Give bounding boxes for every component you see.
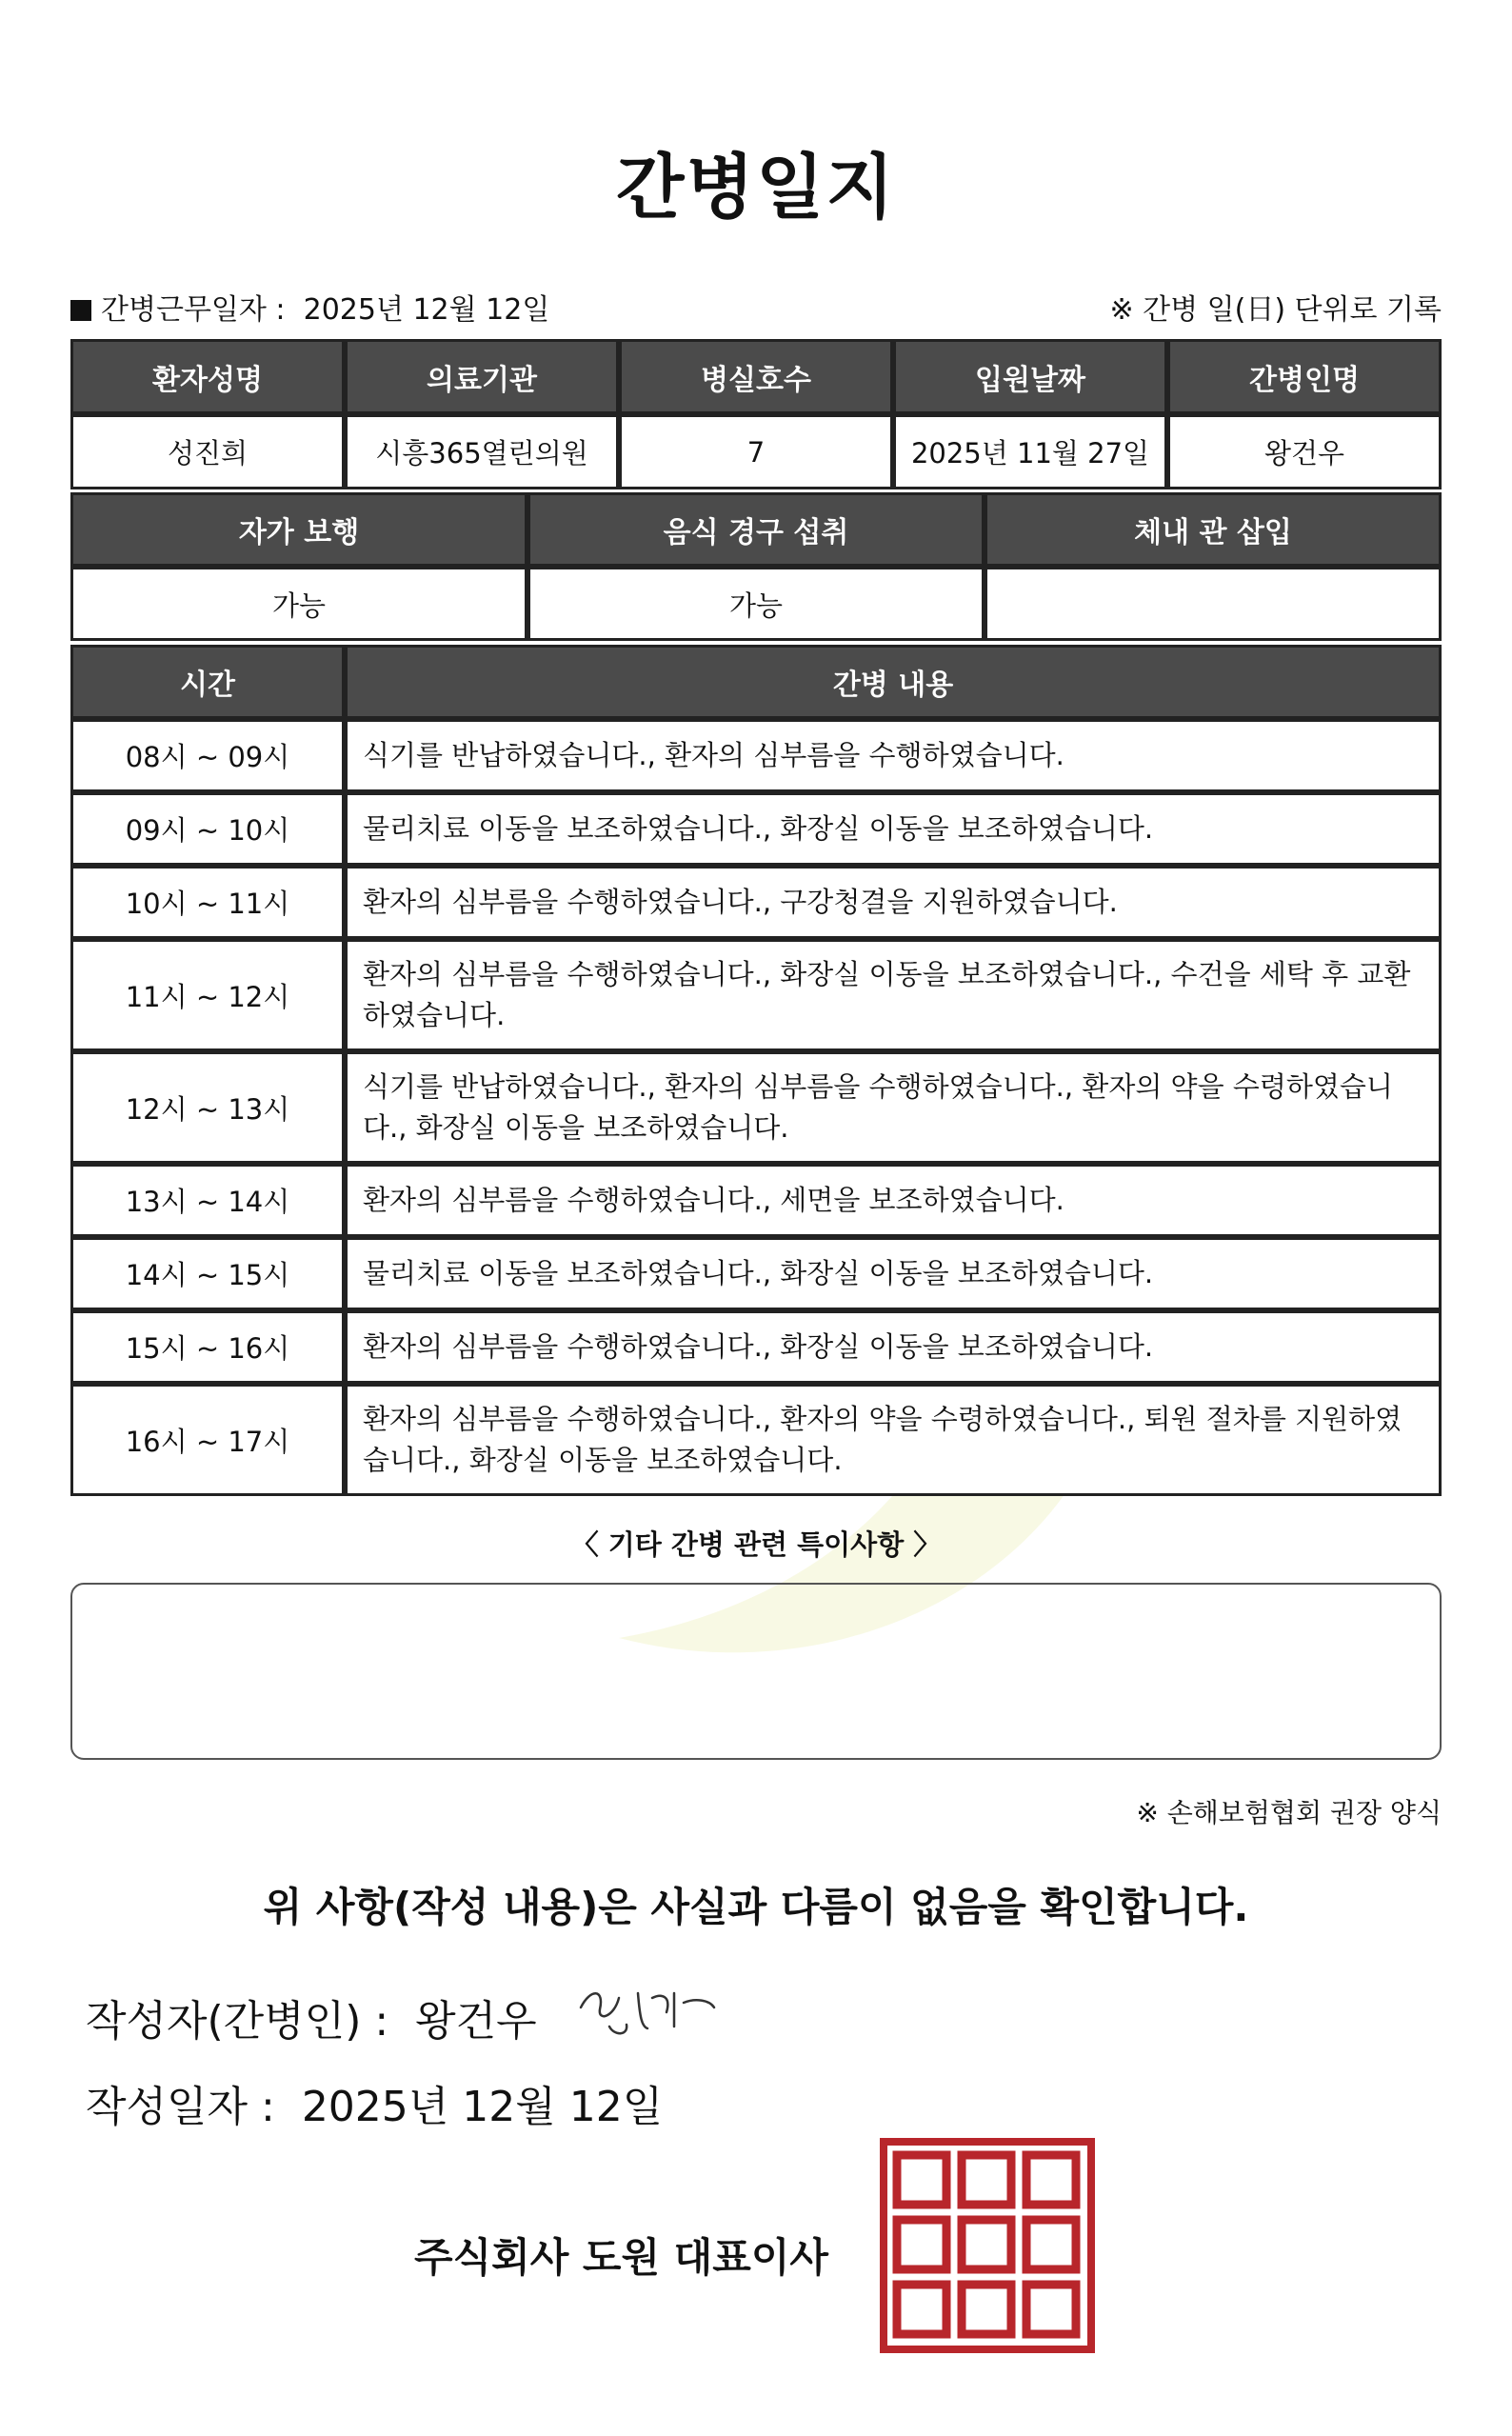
work-date	[70, 286, 549, 328]
work-date-label: 간병근무일자 :	[101, 293, 286, 327]
handwritten-signature	[571, 1969, 724, 2046]
meta-row	[70, 286, 1442, 327]
care-row-content: 물리치료 이동을 보조하였습니다., 화장실 이동을 보조하였습니다.	[345, 1237, 1442, 1310]
care-row-content: 환자의 심부름을 수행하였습니다., 화장실 이동을 보조하였습니다.	[345, 1310, 1442, 1384]
care-log-table	[70, 645, 1442, 1496]
header-tube-insertion: 체내 관 삽입	[985, 492, 1442, 567]
date-label: 작성일자 :	[86, 2083, 275, 2131]
special-notes-title: 〈 기타 간병 관련 특이사항 〉	[570, 1528, 942, 1561]
header-institution: 의료기관	[345, 339, 619, 414]
care-row-time: 12시 ~ 13시	[70, 1051, 345, 1164]
patient-info-table	[70, 339, 1442, 489]
company-signature-line: 주식회사 도원 대표이사	[414, 2234, 828, 2281]
care-row-content: 식기를 반납하였습니다., 환자의 심부름을 수행하였습니다.	[345, 719, 1442, 792]
square-bullet-icon	[70, 300, 91, 321]
header-self-walking: 자가 보행	[70, 492, 527, 567]
care-row-time: 16시 ~ 17시	[70, 1384, 345, 1496]
care-row-time: 09시 ~ 10시	[70, 792, 345, 866]
header-room-number: 병실호수	[619, 339, 893, 414]
care-row-time: 08시 ~ 09시	[70, 719, 345, 792]
work-date-value: 2025년 12월 12일	[303, 293, 550, 327]
header-time: 시간	[70, 645, 345, 719]
company-seal	[880, 2138, 1095, 2353]
care-row-time: 14시 ~ 15시	[70, 1237, 345, 1310]
header-care-content: 간병 내용	[345, 645, 1442, 719]
value-caregiver-name: 왕건우	[1167, 414, 1442, 489]
care-row-time: 10시 ~ 11시	[70, 866, 345, 939]
header-caregiver-name: 간병인명	[1167, 339, 1442, 414]
header-oral-intake: 음식 경구 섭취	[527, 492, 985, 567]
recommended-form-note: ※ 손해보험협회 권장 양식	[1136, 1797, 1442, 1828]
care-row-content: 환자의 심부름을 수행하였습니다., 세면을 보조하였습니다.	[345, 1164, 1442, 1237]
header-patient-name: 환자성명	[70, 339, 345, 414]
value-patient-name: 성진희	[70, 414, 345, 489]
care-row-content: 환자의 심부름을 수행하였습니다., 환자의 약을 수령하였습니다., 퇴원 절차를 지원하였습니다., 화장실 이동을 보조하였습니다.	[345, 1384, 1442, 1496]
header-admission-date: 입원날짜	[893, 339, 1167, 414]
value-admission-date: 2025년 11월 27일	[893, 414, 1167, 489]
adl-table	[70, 492, 1442, 641]
care-row-content: 환자의 심부름을 수행하였습니다., 구강청결을 지원하였습니다.	[345, 866, 1442, 939]
value-tube-insertion	[985, 567, 1442, 641]
value-institution: 시흥365열린의원	[345, 414, 619, 489]
writer-name: 왕건우	[415, 1997, 537, 2046]
value-self-walking: 가능	[70, 567, 527, 641]
writer-label: 작성자(간병인) :	[86, 1997, 389, 2046]
record-note: ※ 간병 일(日) 단위로 기록	[1109, 293, 1442, 327]
care-row-time: 11시 ~ 12시	[70, 939, 345, 1051]
page-title: 간병일지	[616, 147, 896, 229]
care-row-content: 식기를 반납하였습니다., 환자의 심부름을 수행하였습니다., 환자의 약을 수령하였습니다., 화장실 이동을 보조하였습니다.	[345, 1051, 1442, 1164]
care-row-time: 15시 ~ 16시	[70, 1310, 345, 1384]
special-notes-box	[70, 1583, 1442, 1760]
care-row-content: 환자의 심부름을 수행하였습니다., 화장실 이동을 보조하였습니다., 수건을 세탁 후 교환하였습니다.	[345, 939, 1442, 1051]
value-room-number: 7	[619, 414, 893, 489]
value-oral-intake: 가능	[527, 567, 985, 641]
date-line	[86, 2072, 663, 2133]
care-row-content: 물리치료 이동을 보조하였습니다., 화장실 이동을 보조하였습니다.	[345, 792, 1442, 866]
care-row-time: 13시 ~ 14시	[70, 1164, 345, 1237]
date-value: 2025년 12월 12일	[301, 2083, 664, 2131]
writer-line	[86, 1987, 537, 2047]
confirmation-statement: 위 사항(작성 내용)은 사실과 다름이 없음을 확인합니다.	[263, 1884, 1249, 1930]
